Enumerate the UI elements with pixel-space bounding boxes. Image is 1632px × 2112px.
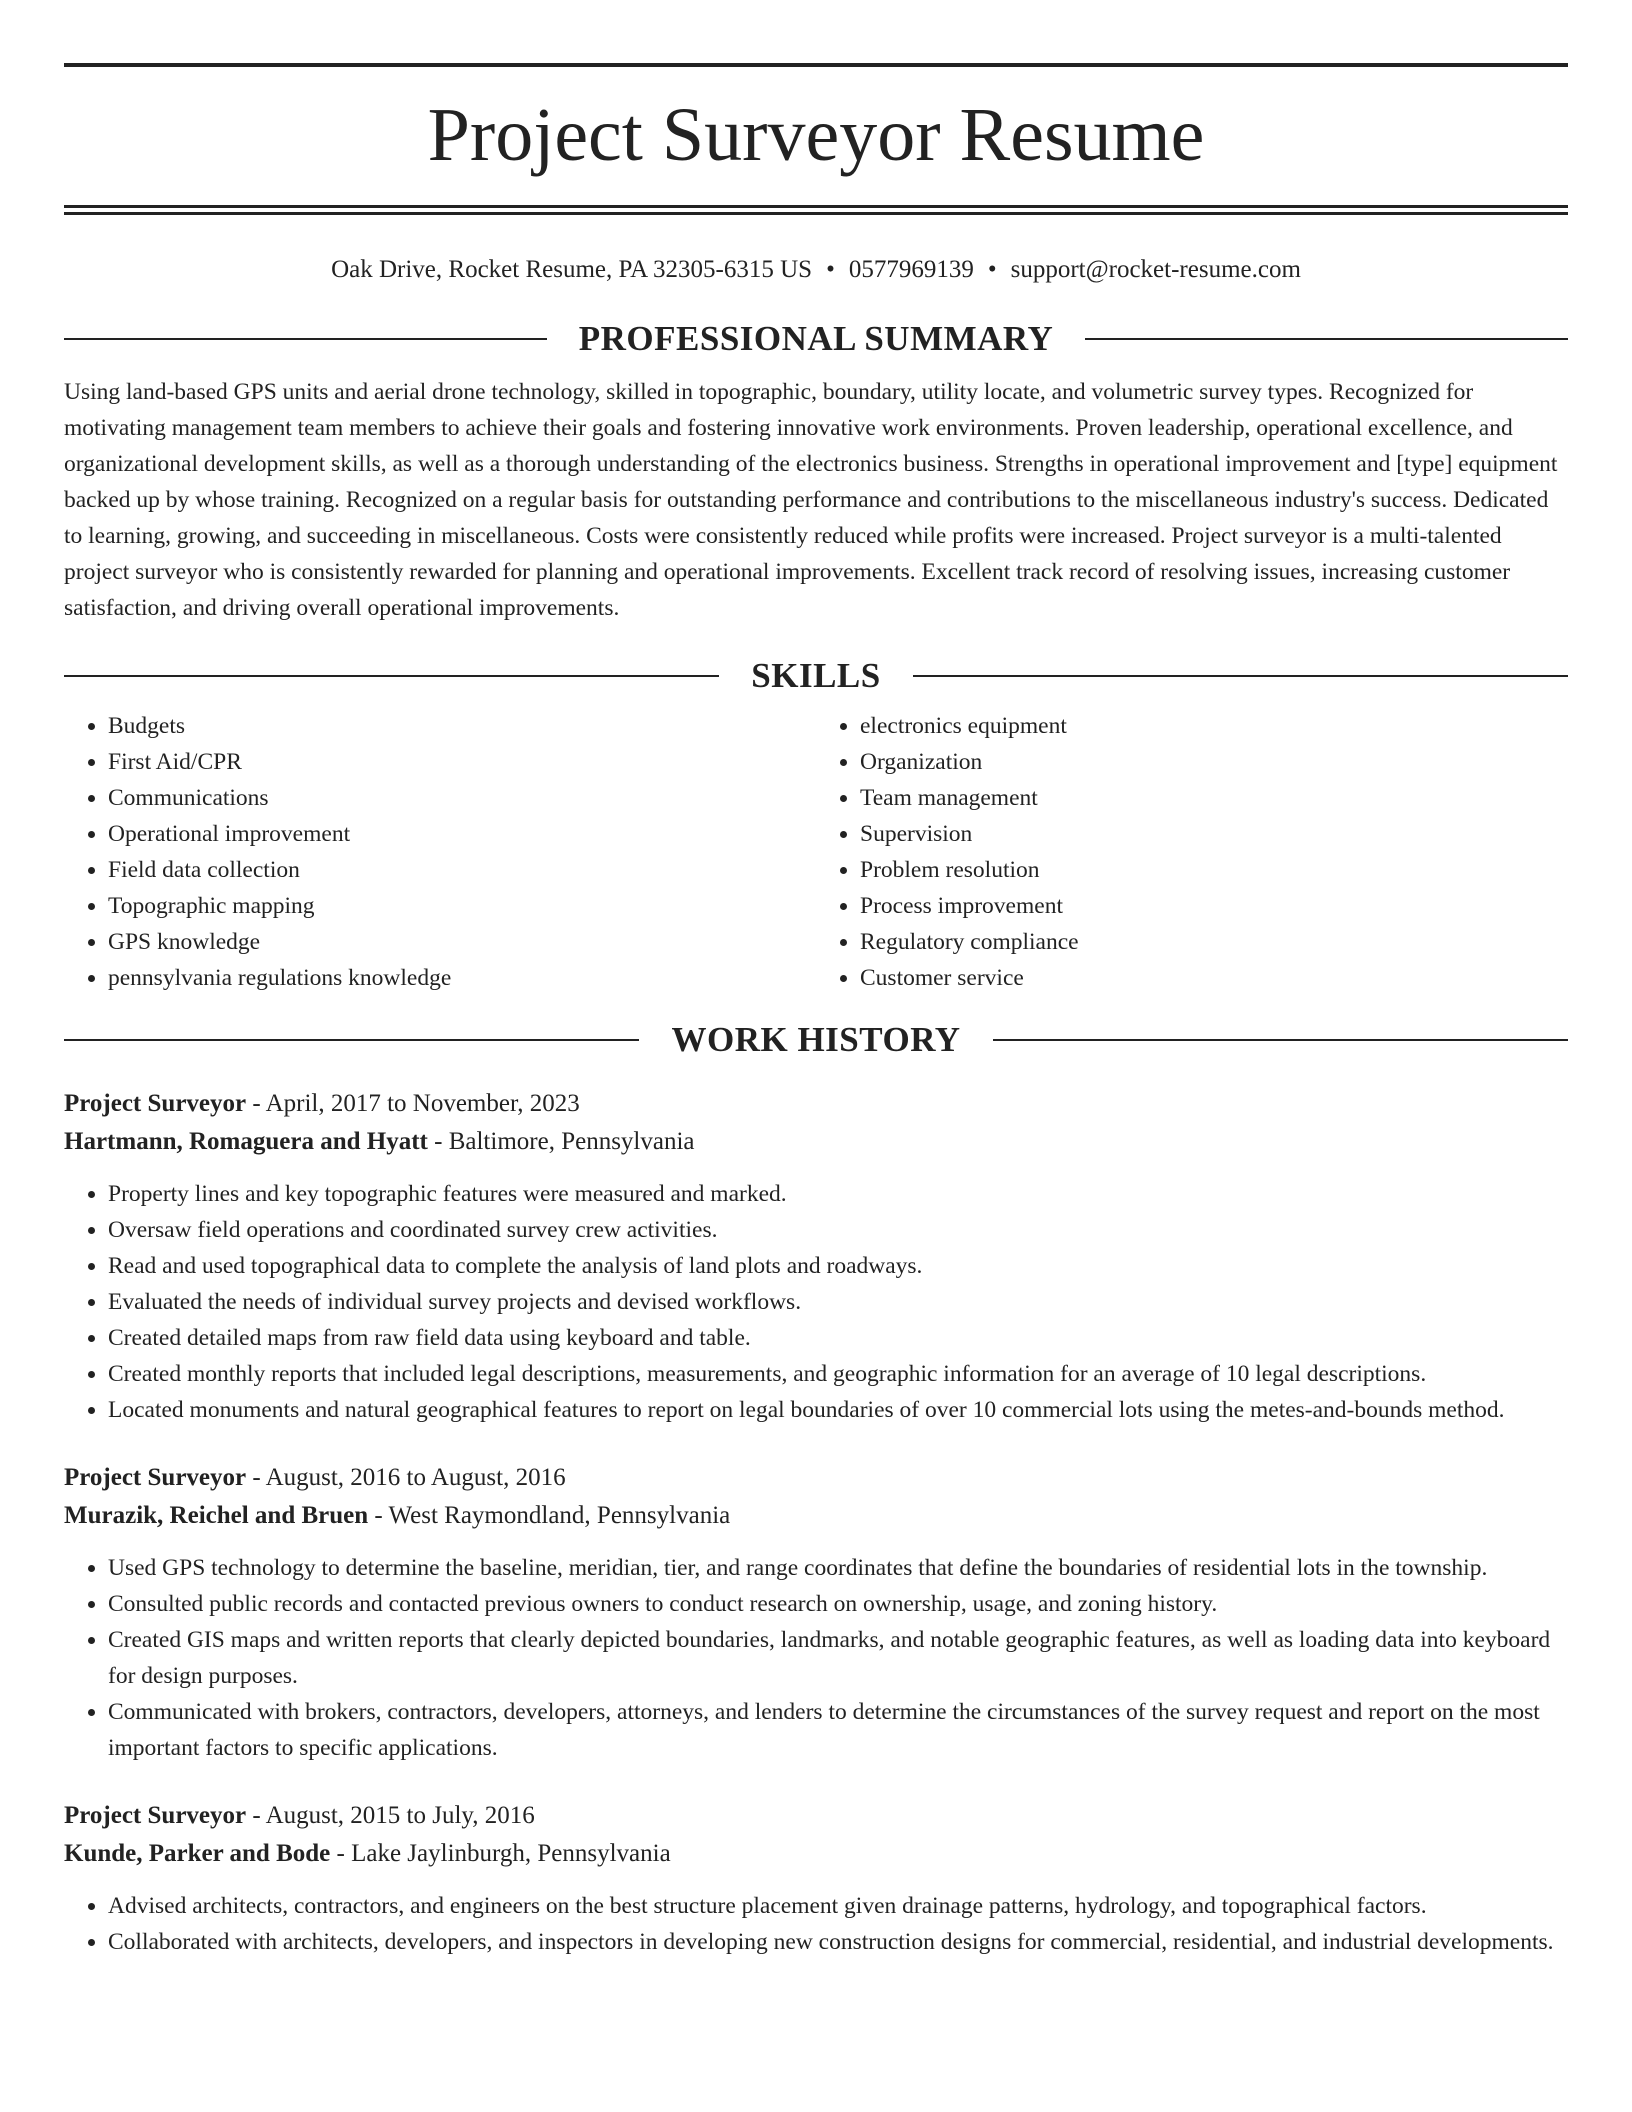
contact-separator: • xyxy=(987,256,997,283)
job-bullets xyxy=(64,1550,1568,1766)
skill-item: • First Aid/CPR xyxy=(108,744,816,780)
resume-page xyxy=(64,0,1568,1960)
contact-line xyxy=(64,253,1568,287)
skill-item: • Process improvement xyxy=(860,888,1568,924)
skills-column-left xyxy=(64,708,816,996)
job-entry xyxy=(64,1459,1568,1766)
job-bullet: • Created detailed maps from raw field data using keyboard and table. xyxy=(108,1320,1568,1356)
skill-item: • Customer service xyxy=(860,960,1568,996)
contact-email: support@rocket-resume.com xyxy=(1010,256,1301,283)
job-entry xyxy=(64,1085,1568,1428)
skill-item: • Organization xyxy=(860,744,1568,780)
job-entry xyxy=(64,1797,1568,1960)
skill-item: • Supervision xyxy=(860,816,1568,852)
job-bullet: • Property lines and key topographic features were measured and marked. xyxy=(108,1176,1568,1212)
skill-item: • Topographic mapping xyxy=(108,888,816,924)
job-bullets xyxy=(64,1176,1568,1428)
job-title-line: Project Surveyor - August, 2016 to August, 2016 xyxy=(64,1464,566,1491)
job-bullet: • Evaluated the needs of individual survey projects and devised workflows. xyxy=(108,1284,1568,1320)
job-company: Murazik, Reichel and Bruen xyxy=(64,1502,369,1529)
skill-item: • Communications xyxy=(108,780,816,816)
skill-item: • Budgets xyxy=(108,708,816,744)
job-bullet: • Collaborated with architects, developers, and inspectors in developing new construction designs for commercial, residential, and industrial developments. xyxy=(108,1924,1568,1960)
job-bullet: • Communicated with brokers, contractors, developers, attorneys, and lenders to determine the circumstances of the survey request and report on the most important factors to specific applications. xyxy=(108,1694,1568,1766)
skills-list xyxy=(64,708,1568,996)
skill-item: • Regulatory compliance xyxy=(860,924,1568,960)
job-title: Project Surveyor xyxy=(64,1090,247,1117)
job-bullet: • Created monthly reports that included legal descriptions, measurements, and geographic information for an average of 10 legal descriptions. xyxy=(108,1356,1568,1392)
skill-item: • electronics equipment xyxy=(860,708,1568,744)
job-bullet: • Oversaw field operations and coordinated survey crew activities. xyxy=(108,1212,1568,1248)
job-company-line: Kunde, Parker and Bode - Lake Jaylinburgh, Pennsylvania xyxy=(64,1840,671,1867)
page-title: Project Surveyor Resume xyxy=(427,93,1205,177)
skill-item: • GPS knowledge xyxy=(108,924,816,960)
contact-separator: • xyxy=(826,256,835,283)
job-company-line: Hartmann, Romaguera and Hyatt - Baltimore, Pennsylvania xyxy=(64,1128,695,1155)
contact-phone: 0577969139 xyxy=(848,256,974,283)
job-company-line: Murazik, Reichel and Bruen - West Raymondland, Pennsylvania xyxy=(64,1502,731,1529)
skill-item: • Team management xyxy=(860,780,1568,816)
skills-heading-text: SKILLS xyxy=(751,656,881,695)
job-bullet: • Advised architects, contractors, and engineers on the best structure placement given drainage patterns, hydrology, and topographical factors. xyxy=(108,1888,1568,1924)
job-company: Kunde, Parker and Bode xyxy=(64,1840,331,1867)
skill-item: • Field data collection xyxy=(108,852,816,888)
job-title: Project Surveyor xyxy=(64,1802,247,1829)
skills-heading xyxy=(64,656,1568,696)
job-title-line: Project Surveyor - April, 2017 to November, 2023 xyxy=(64,1090,580,1117)
job-bullet: • Consulted public records and contacted previous owners to conduct research on ownership, usage, and zoning history. xyxy=(108,1586,1568,1622)
work-heading-text: WORK HISTORY xyxy=(671,1020,961,1059)
job-bullet: • Read and used topographical data to complete the analysis of land plots and roadways. xyxy=(108,1248,1568,1284)
job-title-line: Project Surveyor - August, 2015 to July, 2016 xyxy=(64,1802,535,1829)
contact-address: Oak Drive, Rocket Resume, PA 32305-6315 US xyxy=(331,256,813,283)
job-location: West Raymondland, Pennsylvania xyxy=(388,1502,731,1529)
work-heading xyxy=(64,1020,1568,1060)
job-dates: April, 2017 to November, 2023 xyxy=(265,1090,580,1117)
summary-heading-text: PROFESSIONAL SUMMARY xyxy=(578,319,1054,358)
title-double-rule xyxy=(64,205,1568,215)
summary-text: Using land-based GPS units and aerial drone technology, skilled in topographic, boundary, utility locate, and volumetric survey types. Recognized for motivating management team members to achieve their goals and fostering innovative work environments. Proven leadership, operational excellence, and organizational development skills, as well as a thorough understanding of the electronics business. Strengths in operational improvement and [type] equipment backed up by whose training. Recognized on a regular basis for outstanding performance and contributions to the miscellaneous industry's success. Dedicated to learning, growing, and succeeding in miscellaneous. Costs were consistently reduced while profits were increased. Project surveyor is a multi-talented project surveyor who is consistently rewarded for planning and operational improvements. Excellent track record of resolving issues, increasing customer satisfaction, and driving overall operational improvements. xyxy=(64,379,1558,621)
job-bullet: • Used GPS technology to determine the baseline, meridian, tier, and range coordinates that define the boundaries of residential lots in the township. xyxy=(108,1550,1568,1586)
job-bullets xyxy=(64,1888,1568,1960)
job-location: Lake Jaylinburgh, Pennsylvania xyxy=(351,1840,671,1867)
job-bullet: • Located monuments and natural geographical features to report on legal boundaries of over 10 commercial lots using the metes-and-bounds method. xyxy=(108,1392,1568,1428)
summary-heading xyxy=(64,319,1568,359)
job-location: Baltimore, Pennsylvania xyxy=(448,1128,695,1155)
job-dates: August, 2016 to August, 2016 xyxy=(265,1464,566,1491)
job-title: Project Surveyor xyxy=(64,1464,247,1491)
skill-item: • Problem resolution xyxy=(860,852,1568,888)
skill-item: • Operational improvement xyxy=(108,816,816,852)
skill-item: • pennsylvania regulations knowledge xyxy=(108,960,816,996)
job-bullet: • Created GIS maps and written reports that clearly depicted boundaries, landmarks, and notable geographic features, as well as loading data into keyboard for design purposes. xyxy=(108,1622,1568,1694)
job-company: Hartmann, Romaguera and Hyatt xyxy=(64,1128,428,1155)
skills-column-right xyxy=(816,708,1568,996)
job-dates: August, 2015 to July, 2016 xyxy=(265,1802,535,1829)
